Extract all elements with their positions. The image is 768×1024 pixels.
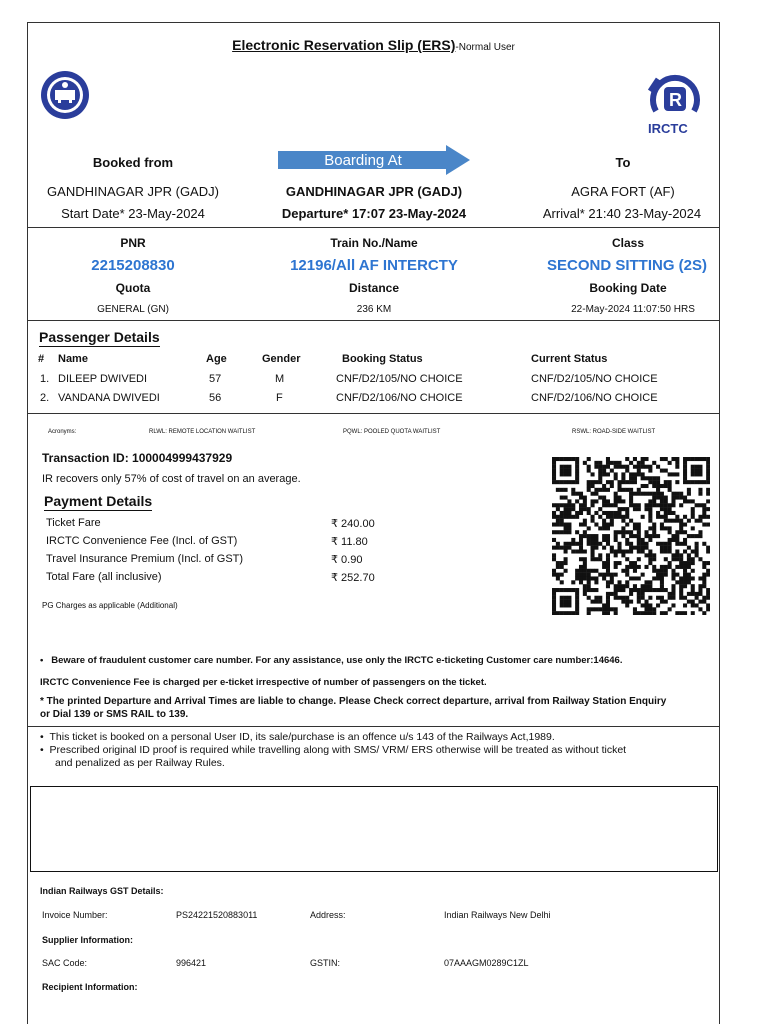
timing-note-line1: * The printed Departure and Arrival Times are liable to change. Please Check correct departure, arrival from Railway Station Enquiry (40, 696, 667, 707)
bullet-icon: • (40, 731, 50, 743)
gst-title: Indian Railways GST Details: (40, 886, 164, 896)
boarding-at-label: Boarding At (324, 152, 402, 169)
acronym-pqwl: PQWL: POOLED QUOTA WAITLIST (343, 429, 441, 435)
payment-label: Travel Insurance Premium (Incl. of GST) (46, 553, 244, 565)
distance-value: 236 KM (356, 304, 392, 315)
timing-note-line2: or Dial 139 or SMS RAIL to 139. (40, 709, 189, 720)
acronym-rswl: RSWL: ROAD-SIDE WAITLIST (572, 429, 656, 435)
recipient-label: Recipient Information: (42, 982, 138, 992)
boarding-station: GANDHINAGAR JPR (GADJ) (285, 184, 463, 199)
convenience-note: IRCTC Convenience Fee is charged per e-ticket irrespective of number of passengers on the ticket. (40, 677, 487, 688)
from-station: GANDHINAGAR JPR (GADJ) (47, 184, 219, 199)
pnr-label: PNR (120, 236, 146, 250)
quota-value: GENERAL (GN) (97, 304, 169, 315)
payment-value: ₹ 0.90 (331, 554, 363, 566)
distance-label: Distance (348, 281, 400, 295)
passenger-name: VANDANA DWIVEDI (58, 392, 160, 404)
payment-value: ₹ 240.00 (331, 518, 375, 530)
train-label: Train No./Name (330, 236, 418, 250)
class-label: Class (611, 236, 645, 250)
divider (28, 320, 719, 321)
payment-details-title: Payment Details (44, 493, 153, 509)
current-status: CNF/D2/105/NO CHOICE (531, 373, 658, 385)
passenger-age: 57 (209, 373, 222, 385)
bullet-icon: • (40, 744, 50, 756)
header-current-status: Current Status (531, 353, 608, 365)
pnr-number: 2215208830 (91, 257, 175, 274)
fraud-warning (40, 655, 622, 666)
recovery-note: IR recovers only 57% of cost of travel on an average. (42, 473, 301, 485)
ers-title (28, 37, 719, 53)
pg-charges-note: PG Charges as applicable (Additional) (42, 601, 178, 610)
divider (28, 413, 719, 414)
irctc-logo-text: IRCTC (648, 121, 688, 136)
passenger-age: 56 (209, 392, 222, 404)
booking-date-value: 22-May-2024 11:07:50 HRS (571, 304, 695, 315)
id-proof-text: Prescribed original ID proof is required while travelling along with SMS/ VRM/ ERS otherwise will be treated as without ticket (49, 744, 627, 756)
booking-status: CNF/D2/106/NO CHOICE (336, 392, 463, 404)
train-name: 12196/All AF INTERCTY (290, 257, 458, 274)
booking-date-label: Booking Date (589, 281, 667, 295)
header-name: Name (58, 353, 88, 365)
passenger-details-title: Passenger Details (39, 329, 160, 345)
personal-id-text: This ticket is booked on a personal User ID, its sale/purchase is an offence u/s 143 of the Railways Act,1989. (49, 731, 555, 743)
passenger-gender: F (276, 392, 283, 404)
payment-value: ₹ 252.70 (331, 572, 375, 584)
passenger-gender: M (275, 373, 285, 385)
transaction-id: Transaction ID: 100004999437929 (42, 451, 233, 465)
travel-class: SECOND SITTING (2S) (546, 257, 707, 274)
invoice-label: Invoice Number: (42, 910, 108, 920)
payment-label: Ticket Fare (46, 517, 101, 529)
invoice-number: PS24221520883011 (176, 910, 258, 920)
ers-user-type: -Normal User (455, 42, 515, 53)
current-status: CNF/D2/106/NO CHOICE (531, 392, 658, 404)
to-station: AGRA FORT (AF) (571, 184, 675, 199)
gstin-label: GSTIN: (310, 958, 341, 968)
bullet-icon: • (40, 655, 52, 666)
row-num: 2. (40, 392, 50, 404)
fraud-warning-text: Beware of fraudulent customer care number. For any assistance, use only the IRCTC e-ticketing Customer care number:14646. (51, 655, 623, 666)
divider (28, 227, 719, 228)
payment-label: IRCTC Convenience Fee (Incl. of GST) (46, 535, 238, 547)
qr-code-icon (552, 457, 710, 615)
start-date: Start Date* 23-May-2024 (61, 206, 205, 221)
header-booking-status: Booking Status (342, 353, 423, 365)
payment-value: ₹ 11.80 (331, 536, 368, 548)
id-proof-note (40, 744, 626, 756)
address-label: Address: (310, 910, 346, 920)
sac-label: SAC Code: (42, 958, 88, 968)
irctc-logo-icon (636, 61, 711, 141)
advertisement-box (30, 786, 718, 872)
acronyms-label: Acronyms: (48, 429, 77, 435)
supplier-label: Supplier Information: (42, 935, 133, 945)
indian-railways-logo-icon (40, 70, 90, 120)
passenger-name: DILEEP DWIVEDI (58, 373, 148, 385)
payment-label: Total Fare (all inclusive) (46, 571, 162, 583)
acronym-rlwl: RLWL: REMOTE LOCATION WAITLIST (149, 429, 256, 435)
to-label: To (615, 155, 631, 170)
id-proof-note-line2: and penalized as per Railway Rules. (55, 757, 225, 769)
booked-from-label: Booked from (92, 155, 174, 170)
address-value: Indian Railways New Delhi (444, 910, 551, 920)
departure-time: Departure* 17:07 23-May-2024 (281, 206, 467, 221)
arrival-time: Arrival* 21:40 23-May-2024 (542, 206, 702, 221)
gstin-value: 07AAAGM0289C1ZL (444, 958, 529, 968)
ers-page (27, 22, 720, 1024)
booking-status: CNF/D2/105/NO CHOICE (336, 373, 463, 385)
personal-id-note (40, 731, 555, 743)
header-age: Age (206, 353, 227, 365)
row-num: 1. (40, 373, 50, 385)
quota-label: Quota (115, 281, 151, 295)
sac-code: 996421 (176, 958, 207, 968)
header-gender: Gender (262, 353, 301, 365)
header-num: # (38, 353, 45, 365)
divider (28, 726, 719, 727)
svg-text:R: R (669, 90, 682, 110)
ers-title-main: Electronic Reservation Slip (ERS) (232, 37, 456, 53)
